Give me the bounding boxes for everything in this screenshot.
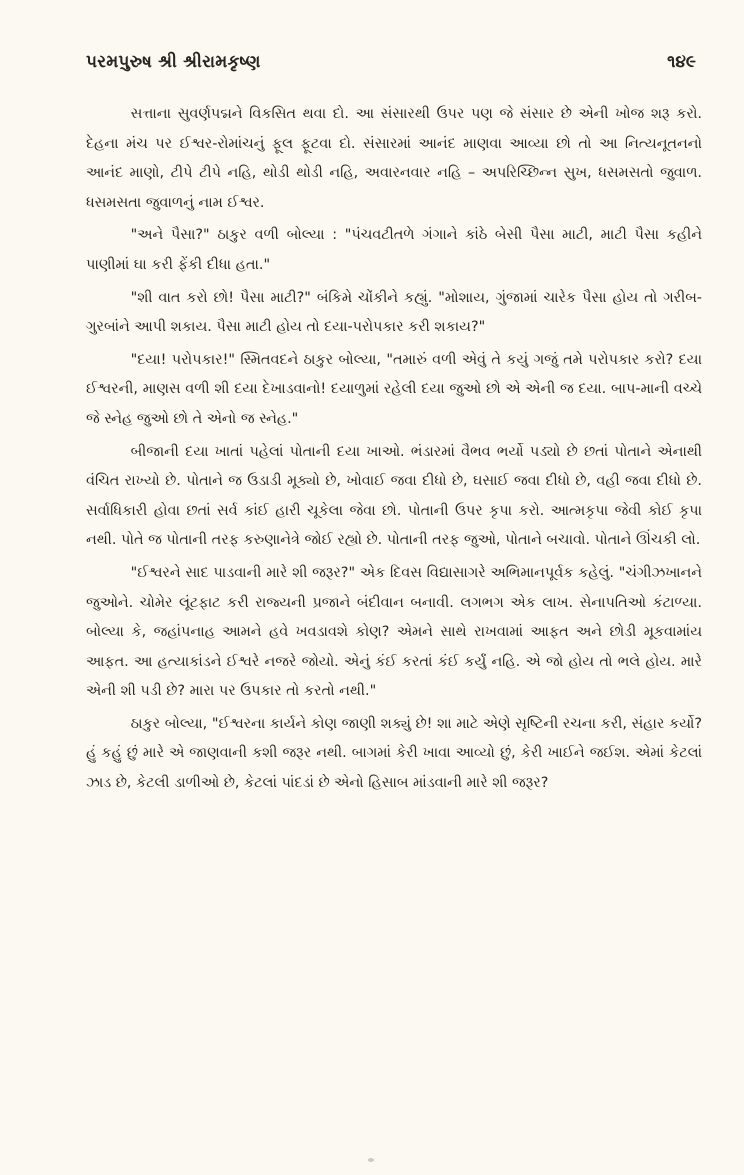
scan-spot-mark (368, 1158, 374, 1162)
paragraph-7: ઠાકુર બોલ્યા, "ઈશ્વરના કાર્યને કોણ જાણી શક્યું છે! શા માટે એણે સૃષ્ટિની રચના કરી, સંહાર કર્યો? હું કહું છું મારે એ જાણવાની કશી જરૂર નથી. બાગમાં કેરી ખાવા આવ્યો છું, કેરી ખાઈને જઈશ. એમાં કેટલાં ઝાડ છે, કેટલી ડાળીઓ છે, કેટલાં પાંદડાં છે એનો હિસાબ માંડવાની મારે શી જરૂર? (86, 715, 702, 792)
paragraph-6: "ઈશ્વરને સાદ પાડવાની મારે શી જરૂર?" એક દિવસ વિદ્યાસાગરે અભિમાનપૂર્વક કહેલું. "ચંગીઝખાનને જુઓને. ચોમેર લૂંટફાટ કરી રાજ્યની પ્રજાને બંદીવાન બનાવી. લગભગ એક લાખ. સેનાપતિઓ કંટાળ્યા. બોલ્યા કે, જહાંપનાહ આમને હવે ખવડાવશે કોણ? એમને સાથે રાખવામાં આફત અને છોડી મૂકવામાંય આફત. આ હત્યાકાંડને ઈશ્વરે નજરે જોયો. એનું કંઈ કરતાં કંઈ કર્યું નહિ. એ જો હોય તો ભલે હોય. મારે એની શી પડી છે? મારા પર ઉપકાર તો કરતો નથી." (86, 564, 702, 700)
paragraph-3: "શી વાત કરો છો! પૈસા માટી?" બંકિમે ચોંકીને કહ્યું. "મોશાય, ગુંજામાં ચારેક પૈસા હોય તો ગરીબ-ગુરબાંને આપી શકાય. પૈસા માટી હોય તો દયા-પરોપકાર કરી શકાય?" (86, 289, 702, 336)
body-text (86, 100, 702, 802)
paragraph-1: સત્તાના સુવર્ણપદ્મને વિકસિત થવા દો. આ સંસારથી ઉપર પણ જે સંસાર છે એની ખોજ શરૂ કરો. દેહના મંચ પર ઈશ્વર-રોમાંચનું ફૂલ ફૂટવા દો. સંસારમાં આનંદ માણવા આવ્યા છો તો આ નિત્યનૂતનનો આનંદ માણો, ટીપે ટીપે નહિ, થોડી થોડી નહિ, અવારનવાર નહિ – અપરિચ્છિન્ન સુખ, ધસમસતો જુવાળ. ધસમસતા જુવાળનું નામ ઈશ્વર. (86, 106, 702, 211)
paragraph-2: "અને પૈસા?" ઠાકુર વળી બોલ્યા : "પંચવટીતળે ગંગાને કાંઠે બેસી પૈસા માટી, માટી પૈસા કહીને પાણીમાં ઘા કરી ફેંકી દીધા હતા." (86, 227, 702, 273)
page-number: ૧૪૯ (667, 52, 696, 72)
paragraph-4: "દયા! પરોપકાર!" સ્મિતવદને ઠાકુર બોલ્યા, "તમારું વળી એવું તે કયું ગજું તમે પરોપકાર કરો? દયા ઈશ્વરની, માણસ વળી શી દયા દેખાડવાનો! દયાળુમાં રહેલી દયા જુઓ છો એ એની જ દયા. બાપ-માની વચ્ચે જે સ્નેહ જુઓ છો તે એનો જ સ્નેહ." (86, 351, 702, 427)
paragraph-5: બીજાની દયા ખાતાં પહેલાં પોતાની દયા ખાઓ. ભંડારમાં વૈભવ ભર્યો પડ્યો છે છતાં પોતાને એનાથી વંચિત રાખ્યો છે. પોતાને જ ઉડાડી મૂક્યો છે, ખોવાઈ જવા દીધો છે, ઘસાઈ જવા દીધો છે, વહી જવા દીધો છે. સર્વાધિકારી હોવા છતાં સર્વ કાંઈ હારી ચૂકેલા જેવા છો. પોતાની ઉપર કૃપા કરો. આત્મકૃપા જેવી કોઈ કૃપા નથી. પોતે જ પોતાની તરફ કરુણાનેત્રે જોઈ રહ્યો છે. પોતાની તરફ જુઓ, પોતાને બચાવો. પોતાને ઊંચકી લો. (86, 443, 702, 549)
running-title: પરમપુરુષ શ્રી શ્રીરામકૃષ્ણ (86, 52, 261, 72)
running-head (86, 52, 704, 82)
